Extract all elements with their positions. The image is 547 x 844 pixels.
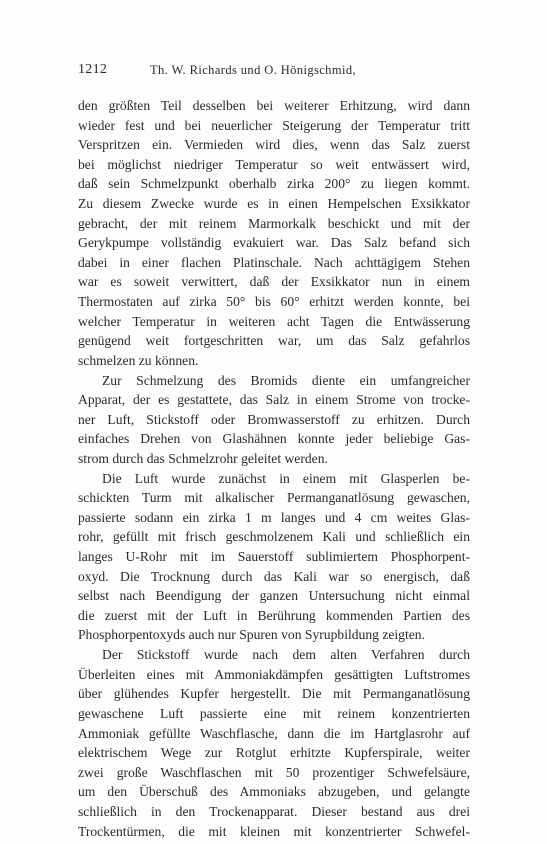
text-line: einfaches Drehen von Glashähnen konnte jeder beliebige Gas- <box>78 431 470 447</box>
text-line: gebracht, der mit reinem Marmorkalk beschickt und mit der <box>78 215 470 231</box>
text-line: um den Überschuß des Ammoniaks abzugeben, und gelangte <box>78 784 470 800</box>
text-line: Überleiten eines mit Ammoniakdämpfen gesättigten Luftstromes <box>78 666 470 682</box>
text-line: dabei in einer flachen Platinschale. Nach achttägigem Stehen <box>78 254 470 270</box>
text-line: elektrischem Wege zur Rotglut erhitzte Kupferspirale, weiter <box>78 745 470 761</box>
text-line: gewaschene Luft passierte eine mit reinem konzentrierten <box>78 705 470 721</box>
text-line: rohr, gefüllt mit frisch geschmolzenem Kali und schließlich ein <box>78 529 470 545</box>
text-line: über glühendes Kupfer hergestellt. Die mit Permanganatlösung <box>78 686 470 702</box>
text-line: bei möglichst niedriger Temperatur so weit entwässert wird, <box>78 156 470 172</box>
page-number: 1212 <box>78 62 108 77</box>
text-line: Apparat, der es gestattete, das Salz in einem Strome von trocke- <box>78 392 470 408</box>
text-line: den größten Teil desselben bei weiterer Erhitzung, wird dann <box>78 98 470 113</box>
running-head: Th. W. Richards und O. Hönigschmid, <box>150 63 357 77</box>
text-line: welcher Temperatur in weiteren acht Tagen die Entwässerung <box>78 313 470 329</box>
text-line: daß sein Schmelzpunkt oberhalb zirka 200° zu liegen kommt. <box>78 176 470 192</box>
text-line: oxyd. Die Trocknung durch das Kali war so energisch, daß <box>78 568 470 584</box>
text-line: Phosphorpentoxyds auch nur Spuren von Syrupbildung zeigten. <box>78 627 425 643</box>
page-header <box>78 62 478 82</box>
text-line: Gerykpumpe vollständig evakuiert war. Das Salz befand sich <box>78 235 470 251</box>
text-line: Zu diesem Zwecke wurde es in einen Hempelschen Exsikkator <box>78 196 470 212</box>
text-line: schmelzen zu können. <box>78 352 199 368</box>
paragraph-first-line: Der Stickstoff wurde nach dem alten Verfahren durch <box>102 647 470 663</box>
text-line: war es soweit verwittert, daß der Exsikkator nun in einem <box>78 274 470 290</box>
text-line: schickten Turm mit alkalischer Permanganatlösung gewaschen, <box>78 490 470 506</box>
text-line: schließlich in den Trockenapparat. Dieser bestand aus drei <box>78 803 470 819</box>
body-text <box>78 96 470 841</box>
paragraph-first-line: Die Luft wurde zunächst in einem mit Glasperlen be- <box>102 470 470 486</box>
text-line: die zuerst mit der Luft in Berührung kommenden Partien des <box>78 607 470 623</box>
paragraph-first-line: Zur Schmelzung des Bromids diente ein umfangreicher <box>102 372 470 388</box>
text-line: Thermostaten auf zirka 50° bis 60° erhitzt werden konnte, bei <box>78 294 470 310</box>
text-line: selbst nach Beendigung der ganzen Untersuchung nicht einmal <box>78 588 470 604</box>
text-line: Ammoniak gefüllte Waschflasche, dann die im Hartglasrohr auf <box>78 725 470 741</box>
text-line: genügend weit fortgeschritten war, um das Salz gefahrlos <box>78 333 470 349</box>
text-line: strom durch das Schmelzrohr geleitet werden. <box>78 450 328 466</box>
text-line: ner Luft, Stickstoff oder Bromwasserstoff zu erhitzen. Durch <box>78 411 470 427</box>
text-line: Trockentürmen, die mit kleinen mit konzentrierter Schwefel- <box>78 823 470 839</box>
text-line: langes U-Rohr mit im Sauerstoff sublimiertem Phosphorpent- <box>78 549 470 565</box>
text-line: passierte sodann ein zirka 1 m langes und 4 cm weites Glas- <box>78 509 470 525</box>
text-line: Verspritzen ein. Vermieden wird dies, wenn das Salz zuerst <box>78 137 470 153</box>
text-line: zwei große Waschflaschen mit 50 prozentiger Schwefelsäure, <box>78 764 470 780</box>
text-line: wieder fest und bei neuerlicher Steigerung der Temperatur tritt <box>78 117 470 133</box>
